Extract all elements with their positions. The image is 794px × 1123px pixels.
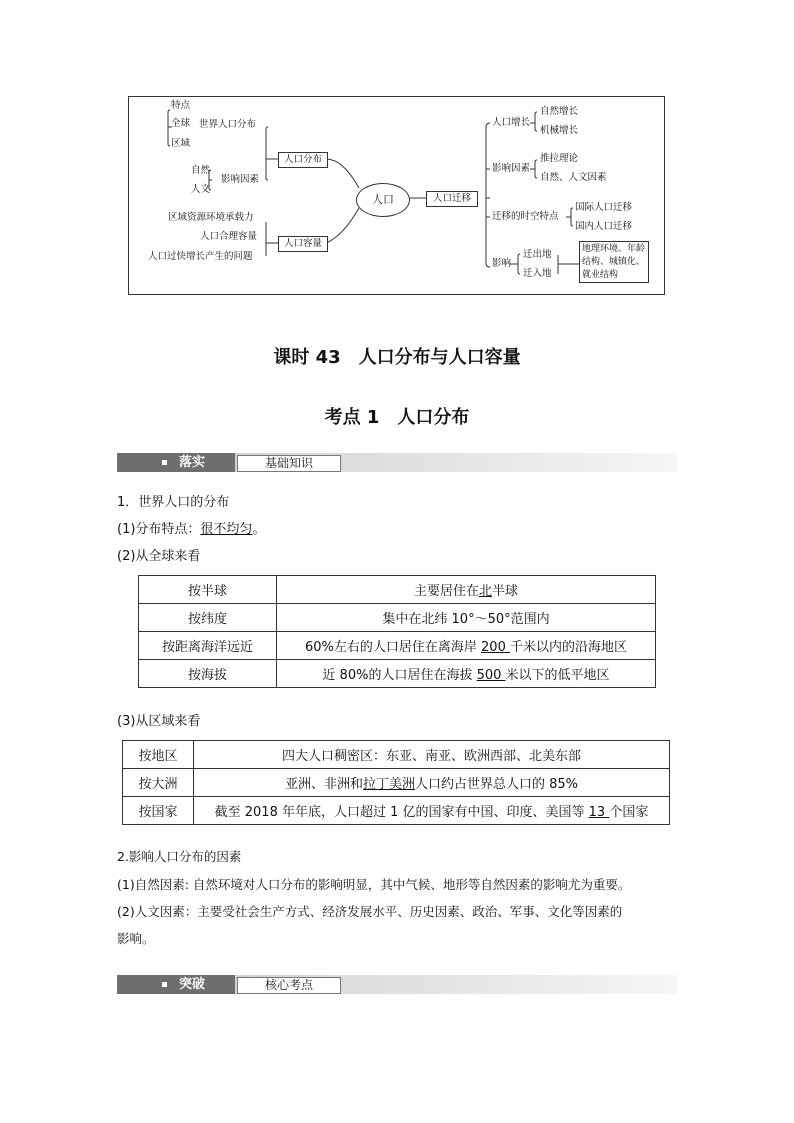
mm-effects-detail-3: 就业结构	[582, 270, 619, 280]
global-table-row	[139, 660, 656, 688]
global-table-text: 主要居住在	[413, 584, 479, 599]
regional-table-key-cell: 按国家	[123, 797, 194, 825]
global-table-text: 米以下的低平地区	[505, 668, 610, 683]
regional-table-answer: 13	[588, 805, 610, 820]
s1-paragraph-2: (2)从全球来看	[117, 549, 201, 564]
regional-table-text: 截至 2018 年年底，人口超过 1 亿的国家有中国、印度、美国等	[214, 805, 589, 820]
mm-capacity-item-2: 人口合理容量	[200, 231, 258, 242]
topic-title: 考点 1 人口分布	[324, 407, 470, 428]
mm-effects-item-1: 迁出地	[523, 249, 552, 260]
mm-root-node: 人口	[356, 183, 410, 217]
global-table-row	[139, 576, 656, 604]
s2-paragraph-2a: (2)人文因素：主要受社会生产方式、经济发展水平、历史因素、政治、军事、文化等因素的	[117, 904, 623, 919]
global-table-row	[139, 604, 656, 632]
global-table-value-cell	[277, 660, 656, 688]
s1-p1-prefix: (1)分布特点：	[117, 522, 201, 537]
global-table-answer: 500	[476, 668, 506, 683]
mm-world-label: 世界人口分布	[199, 119, 257, 130]
regional-distribution-table	[122, 740, 670, 825]
s1-p1-suffix: 。	[252, 522, 266, 537]
global-table-answer: 北	[478, 584, 492, 599]
s1-heading: 1．世界人口的分布	[117, 495, 230, 510]
mm-capacity-item-3: 人口过快增长产生的问题	[148, 251, 253, 262]
mm-growth-label: 人口增长	[492, 117, 531, 128]
global-table-text: 半球	[492, 584, 519, 599]
regional-table-row	[123, 797, 670, 825]
mm-influence-label: 影响因素	[492, 163, 531, 174]
mm-growth-item-2: 机械增长	[540, 125, 579, 136]
mm-effects-label: 影响	[492, 258, 512, 269]
section-bar-light-label: 基础知识	[237, 455, 341, 472]
global-table-row	[139, 632, 656, 660]
mm-growth-item-1: 自然增长	[540, 106, 579, 117]
mm-world-item-3: 区域	[171, 138, 191, 149]
regional-table-text: 人口约占世界总人口的 85%	[415, 777, 579, 792]
section-bar-light-label: 核心考点	[237, 977, 341, 994]
global-table-key-cell: 按纬度	[139, 604, 277, 632]
regional-table-key-cell: 按大洲	[123, 769, 194, 797]
regional-table-row	[123, 769, 670, 797]
global-table-answer: 200	[481, 640, 510, 655]
mm-spacetime-label: 迁移的时空特点	[492, 211, 559, 222]
mm-effects-detail-1: 地理环境、年龄	[582, 244, 646, 254]
section-bar-dark-label: 突破	[179, 977, 206, 992]
regional-table-value-cell	[194, 797, 670, 825]
section-bar-basics	[117, 453, 677, 472]
regional-table-text: 个国家	[609, 805, 649, 820]
global-table-key-cell: 按距离海洋远近	[139, 632, 277, 660]
mm-migration-node: 人口迁移	[426, 191, 478, 207]
s2-heading: 2.影响人口分布的因素	[117, 849, 242, 864]
mm-effects-detail-2: 结构、城镇化、	[582, 257, 646, 267]
regional-table-value-cell	[194, 769, 670, 797]
section-bar-dark	[117, 975, 235, 994]
regional-table-row	[123, 741, 670, 769]
global-table-value-cell	[277, 632, 656, 660]
mm-effects-item-2: 迁入地	[523, 268, 552, 279]
mm-factor-item-1: 自然	[191, 165, 211, 176]
mm-capacity-node: 人口容量	[278, 236, 328, 252]
global-table-value-cell	[277, 604, 656, 632]
regional-table-text: 四大人口稠密区：东亚、南亚、欧洲西部、北美东部	[281, 749, 581, 764]
regional-table-text: 亚洲、非洲和	[284, 777, 363, 792]
mm-spacetime-item-2: 国内人口迁移	[575, 221, 633, 232]
section-bar-dark-label: 落实	[179, 455, 206, 470]
s1-p1-answer: 很不均匀	[200, 522, 253, 537]
global-table-text: 60%左右的人口居住在离海岸	[305, 640, 482, 655]
regional-table-value-cell	[194, 741, 670, 769]
mm-spacetime-item-1: 国际人口迁移	[575, 202, 633, 213]
s1-paragraph-1	[117, 521, 265, 539]
global-table-key-cell: 按半球	[139, 576, 277, 604]
square-bullet-icon	[162, 982, 167, 987]
section-bar-core	[117, 975, 677, 994]
regional-table-key-cell: 按地区	[123, 741, 194, 769]
square-bullet-icon	[162, 460, 167, 465]
mm-influence-item-2: 自然、人文因素	[540, 172, 607, 183]
global-table-text: 千米以内的沿海地区	[509, 640, 627, 655]
s1-paragraph-3: (3)从区域来看	[117, 714, 201, 729]
s2-paragraph-1: (1)自然因素: 自然环境对人口分布的影响明显，其中气候、地形等自然因素的影响尤为重要。	[117, 877, 631, 892]
global-distribution-table	[138, 575, 656, 688]
global-table-text: 集中在北纬 10°～50°范围内	[382, 612, 550, 627]
s2-paragraph-2b: 影响。	[117, 931, 155, 946]
mm-influence-item-1: 推拉理论	[540, 153, 579, 164]
lesson-title: 课时 43 人口分布与人口容量	[273, 347, 521, 368]
mm-factor-label: 影响因素	[221, 174, 260, 185]
mm-world-item-1: 特点	[171, 100, 191, 111]
mm-effects-detail-box	[579, 241, 649, 283]
regional-table-answer: 拉丁美洲	[362, 777, 415, 792]
mm-factor-item-2: 人文	[191, 184, 211, 195]
mm-world-item-2: 全球	[171, 118, 191, 129]
global-table-text: 近 80%的人口居住在海拔	[322, 668, 477, 683]
global-table-value-cell	[277, 576, 656, 604]
section-bar-dark	[117, 453, 235, 472]
mm-distribution-node: 人口分布	[278, 152, 328, 168]
global-table-key-cell: 按海拔	[139, 660, 277, 688]
mm-capacity-item-1: 区域资源环境承载力	[168, 212, 254, 223]
